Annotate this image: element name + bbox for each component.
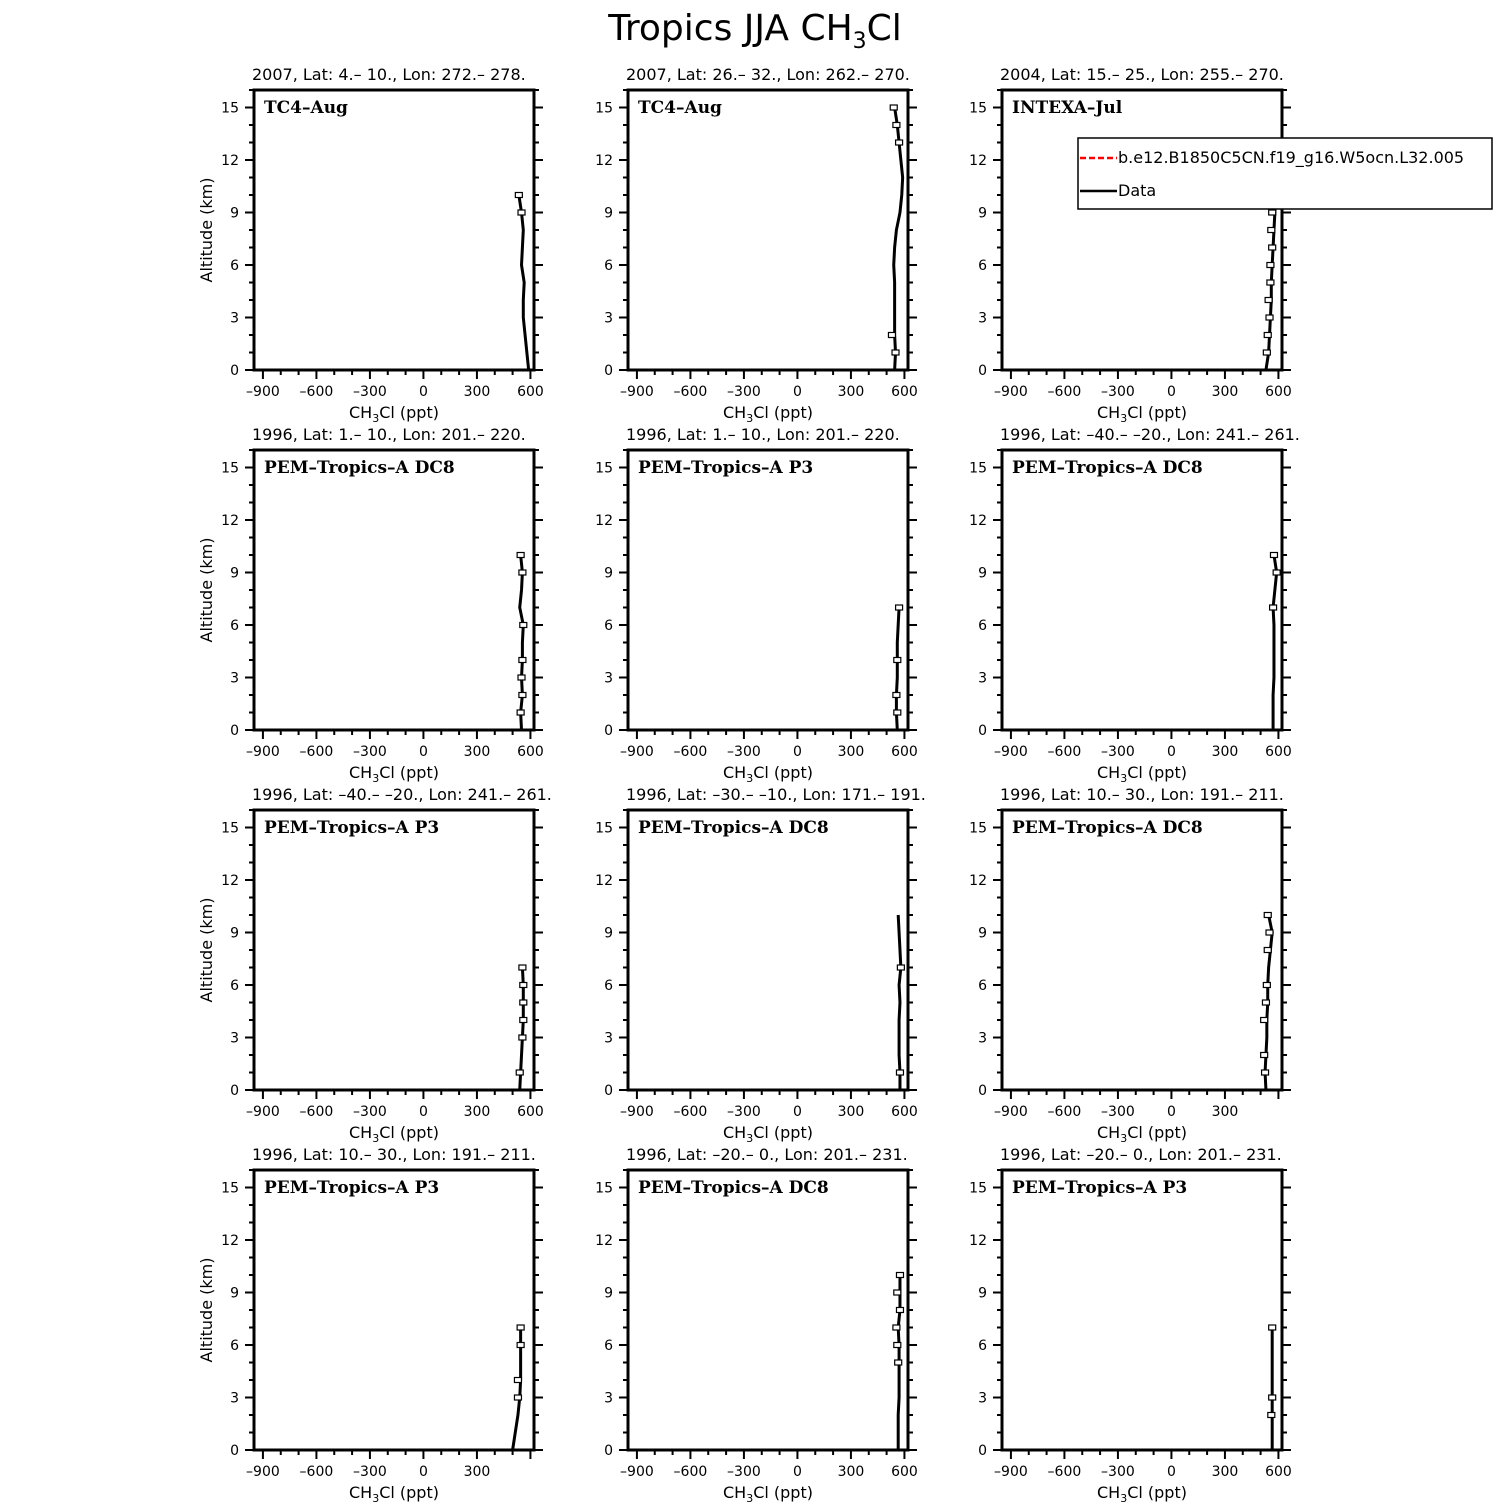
campaign-label: INTEXA–Jul bbox=[1012, 98, 1123, 118]
y-tick-label: 6 bbox=[978, 258, 987, 274]
x-tick-label: –300 bbox=[353, 384, 387, 400]
y-tick-label: 3 bbox=[230, 670, 239, 687]
subplot-title: 2004, Lat: 15.– 25., Lon: 255.– 270. bbox=[1000, 65, 1284, 84]
y-tick-label: 15 bbox=[595, 460, 613, 477]
campaign-label: PEM–Tropics–A DC8 bbox=[264, 458, 455, 478]
y-tick-label: 0 bbox=[978, 363, 987, 379]
data-marker bbox=[517, 1325, 524, 1330]
data-marker bbox=[892, 350, 899, 355]
subplot-title: 1996, Lat: 10.– 30., Lon: 191.– 211. bbox=[1000, 785, 1284, 804]
data-marker bbox=[1264, 333, 1271, 338]
legend-label-data: Data bbox=[1118, 181, 1157, 200]
x-axis-label: CH3Cl (ppt) bbox=[723, 1483, 813, 1505]
y-tick-label: 15 bbox=[969, 460, 987, 477]
x-tick-label: –300 bbox=[1101, 744, 1135, 760]
x-tick-label: 0 bbox=[1166, 384, 1176, 400]
campaign-label: PEM–Tropics–A DC8 bbox=[638, 1178, 829, 1198]
data-marker bbox=[1266, 315, 1273, 320]
subplot-4 bbox=[197, 425, 544, 785]
plot-frame bbox=[1002, 90, 1282, 370]
data-marker bbox=[893, 693, 900, 698]
x-tick-label: –600 bbox=[1047, 1464, 1082, 1480]
y-tick-label: 12 bbox=[595, 153, 613, 169]
data-marker bbox=[896, 140, 903, 145]
x-tick-label: –300 bbox=[353, 744, 387, 760]
data-marker bbox=[893, 1325, 900, 1330]
data-series-line bbox=[1273, 555, 1277, 730]
plot-frame bbox=[628, 90, 908, 370]
y-tick-label: 15 bbox=[969, 1180, 987, 1197]
data-marker bbox=[1261, 1053, 1268, 1058]
y-tick-label: 15 bbox=[969, 100, 987, 117]
y-tick-label: 9 bbox=[978, 925, 987, 942]
x-axis-label: CH3Cl (ppt) bbox=[1097, 1483, 1187, 1505]
subplot-7 bbox=[197, 785, 552, 1145]
campaign-label: TC4–Aug bbox=[264, 98, 348, 118]
y-tick-label: 12 bbox=[969, 873, 987, 889]
y-tick-label: 12 bbox=[595, 513, 613, 529]
subplot-title: 1996, Lat: 1.– 10., Lon: 201.– 220. bbox=[252, 425, 526, 444]
x-tick-label: 0 bbox=[1166, 1104, 1176, 1120]
y-tick-label: 9 bbox=[604, 565, 613, 582]
x-axis-label: CH3Cl (ppt) bbox=[349, 1123, 439, 1145]
data-marker bbox=[1262, 1070, 1269, 1075]
subplot-5 bbox=[595, 425, 918, 785]
data-series-line bbox=[894, 108, 903, 371]
data-marker bbox=[517, 553, 524, 558]
x-tick-label: –900 bbox=[246, 1464, 280, 1480]
y-tick-label: 6 bbox=[604, 618, 613, 634]
y-tick-label: 3 bbox=[604, 1030, 613, 1047]
subplot-8 bbox=[595, 785, 926, 1145]
x-tick-label: –600 bbox=[299, 744, 334, 760]
x-tick-label: –600 bbox=[673, 384, 708, 400]
data-marker bbox=[888, 333, 895, 338]
legend bbox=[1078, 138, 1492, 209]
x-tick-label: –300 bbox=[353, 1104, 387, 1120]
campaign-label: PEM–Tropics–A P3 bbox=[264, 1178, 440, 1198]
x-tick-label: 600 bbox=[891, 384, 918, 400]
y-tick-label: 0 bbox=[604, 1443, 613, 1459]
data-marker bbox=[1267, 280, 1274, 285]
x-tick-label: –600 bbox=[1047, 744, 1082, 760]
y-tick-label: 0 bbox=[230, 363, 239, 379]
data-marker bbox=[1269, 1395, 1276, 1400]
data-marker bbox=[514, 1378, 521, 1383]
x-tick-label: –900 bbox=[620, 384, 654, 400]
y-tick-label: 9 bbox=[230, 205, 239, 222]
y-tick-label: 15 bbox=[221, 820, 239, 837]
data-marker bbox=[518, 675, 525, 680]
x-tick-label: 300 bbox=[837, 744, 865, 760]
y-tick-label: 12 bbox=[221, 1233, 239, 1249]
x-tick-label: 0 bbox=[418, 384, 428, 400]
data-marker bbox=[516, 1070, 523, 1075]
data-marker bbox=[517, 1343, 524, 1348]
subplot-title: 2007, Lat: 4.– 10., Lon: 272.– 278. bbox=[252, 65, 526, 84]
x-tick-label: –600 bbox=[299, 1464, 334, 1480]
y-tick-label: 15 bbox=[221, 460, 239, 477]
x-tick-label: 600 bbox=[517, 1104, 544, 1120]
y-tick-label: 0 bbox=[604, 363, 613, 379]
x-tick-label: –300 bbox=[727, 384, 761, 400]
x-axis-label: CH3Cl (ppt) bbox=[349, 1483, 439, 1505]
y-tick-label: 3 bbox=[978, 670, 987, 687]
y-tick-label: 9 bbox=[604, 205, 613, 222]
x-tick-label: –300 bbox=[353, 1464, 387, 1480]
x-tick-label: –900 bbox=[994, 744, 1028, 760]
data-marker bbox=[519, 1035, 526, 1040]
x-tick-label: 300 bbox=[463, 1104, 491, 1120]
x-tick-label: 0 bbox=[418, 744, 428, 760]
y-tick-label: 3 bbox=[230, 1030, 239, 1047]
x-axis-label: CH3Cl (ppt) bbox=[349, 403, 439, 425]
subplot-title: 1996, Lat: 1.– 10., Lon: 201.– 220. bbox=[626, 425, 900, 444]
data-marker bbox=[894, 710, 901, 715]
x-tick-label: 600 bbox=[891, 744, 918, 760]
y-tick-label: 3 bbox=[978, 310, 987, 327]
y-tick-label: 15 bbox=[221, 100, 239, 117]
data-marker bbox=[894, 1343, 901, 1348]
y-tick-label: 12 bbox=[969, 1233, 987, 1249]
data-marker bbox=[1264, 913, 1271, 918]
subplot-11 bbox=[595, 1145, 918, 1505]
plot-frame bbox=[254, 90, 534, 370]
x-tick-label: 600 bbox=[517, 744, 544, 760]
x-tick-label: –900 bbox=[994, 1104, 1028, 1120]
y-tick-label: 12 bbox=[221, 873, 239, 889]
data-marker bbox=[1266, 930, 1273, 935]
y-tick-label: 3 bbox=[230, 310, 239, 327]
x-tick-label: 0 bbox=[1166, 744, 1176, 760]
x-tick-label: 300 bbox=[463, 744, 491, 760]
x-tick-label: 600 bbox=[891, 1464, 918, 1480]
x-tick-label: –300 bbox=[727, 1464, 761, 1480]
y-tick-label: 0 bbox=[230, 1443, 239, 1459]
data-marker bbox=[1261, 1018, 1268, 1023]
data-marker bbox=[1263, 350, 1270, 355]
y-tick-label: 12 bbox=[969, 513, 987, 529]
x-tick-label: –900 bbox=[620, 744, 654, 760]
subplot-title: 1996, Lat: 10.– 30., Lon: 191.– 211. bbox=[252, 1145, 536, 1164]
x-axis-label: CH3Cl (ppt) bbox=[723, 763, 813, 785]
y-tick-label: 6 bbox=[230, 618, 239, 634]
y-tick-label: 6 bbox=[978, 978, 987, 994]
y-tick-label: 12 bbox=[595, 873, 613, 889]
x-tick-label: 0 bbox=[418, 1464, 428, 1480]
y-tick-label: 3 bbox=[604, 670, 613, 687]
x-axis-label: CH3Cl (ppt) bbox=[723, 403, 813, 425]
data-marker bbox=[1269, 210, 1276, 215]
data-marker bbox=[1265, 298, 1272, 303]
campaign-label: TC4–Aug bbox=[638, 98, 722, 118]
y-tick-label: 6 bbox=[230, 1338, 239, 1354]
y-tick-label: 6 bbox=[604, 978, 613, 994]
data-marker bbox=[1273, 570, 1280, 575]
x-axis-label: CH3Cl (ppt) bbox=[1097, 403, 1187, 425]
x-axis-label: CH3Cl (ppt) bbox=[723, 1123, 813, 1145]
data-marker bbox=[519, 693, 526, 698]
data-marker bbox=[1264, 948, 1271, 953]
campaign-label: PEM–Tropics–A P3 bbox=[638, 458, 814, 478]
x-tick-label: –900 bbox=[246, 744, 280, 760]
data-marker bbox=[1270, 605, 1277, 610]
y-tick-label: 0 bbox=[230, 1083, 239, 1099]
y-axis-label: Altitude (km) bbox=[197, 537, 216, 643]
data-marker bbox=[518, 210, 525, 215]
data-marker bbox=[1267, 263, 1274, 268]
y-tick-label: 9 bbox=[978, 1285, 987, 1302]
y-tick-label: 6 bbox=[604, 258, 613, 274]
data-marker bbox=[894, 658, 901, 663]
y-axis-label: Altitude (km) bbox=[197, 1257, 216, 1363]
y-tick-label: 15 bbox=[595, 1180, 613, 1197]
data-marker bbox=[520, 1000, 527, 1005]
x-tick-label: 300 bbox=[1211, 384, 1239, 400]
x-tick-label: –300 bbox=[727, 744, 761, 760]
data-marker bbox=[896, 1308, 903, 1313]
subplot-12 bbox=[969, 1145, 1292, 1505]
x-tick-label: –900 bbox=[620, 1104, 654, 1120]
x-tick-label: –600 bbox=[1047, 384, 1082, 400]
data-marker bbox=[515, 193, 522, 198]
data-marker bbox=[514, 1395, 521, 1400]
x-tick-label: 300 bbox=[463, 1464, 491, 1480]
x-tick-label: 300 bbox=[463, 384, 491, 400]
y-tick-label: 3 bbox=[978, 1030, 987, 1047]
y-tick-label: 0 bbox=[978, 1443, 987, 1459]
legend-label-model: b.e12.B1850C5CN.f19_g16.W5ocn.L32.005 bbox=[1118, 148, 1465, 167]
x-tick-label: 300 bbox=[837, 1464, 865, 1480]
y-tick-label: 12 bbox=[969, 153, 987, 169]
data-marker bbox=[519, 570, 526, 575]
y-tick-label: 9 bbox=[978, 205, 987, 222]
x-axis-label: CH3Cl (ppt) bbox=[1097, 1123, 1187, 1145]
figure-title: Tropics JJA $CH_3Cl$ bbox=[608, 8, 902, 55]
y-tick-label: 9 bbox=[230, 925, 239, 942]
y-tick-label: 6 bbox=[978, 618, 987, 634]
campaign-label: PEM–Tropics–A DC8 bbox=[1012, 818, 1203, 838]
data-marker bbox=[517, 710, 524, 715]
data-series-line bbox=[520, 555, 524, 730]
x-tick-label: –600 bbox=[673, 744, 708, 760]
y-tick-label: 9 bbox=[604, 1285, 613, 1302]
y-tick-label: 0 bbox=[230, 723, 239, 739]
x-tick-label: –600 bbox=[299, 384, 334, 400]
plot-frame bbox=[254, 810, 534, 1090]
data-marker bbox=[890, 105, 897, 110]
subplot-title: 1996, Lat: –40.– –20., Lon: 241.– 261. bbox=[252, 785, 552, 804]
x-tick-label: –300 bbox=[1101, 1104, 1135, 1120]
x-tick-label: 0 bbox=[792, 1104, 802, 1120]
x-tick-label: 300 bbox=[1211, 1104, 1239, 1120]
x-tick-label: –900 bbox=[994, 1464, 1028, 1480]
plot-frame bbox=[254, 450, 534, 730]
y-tick-label: 15 bbox=[595, 820, 613, 837]
data-series-line bbox=[898, 915, 901, 1090]
x-tick-label: –600 bbox=[673, 1464, 708, 1480]
plot-frame bbox=[1002, 810, 1282, 1090]
data-marker bbox=[893, 123, 900, 128]
campaign-label: PEM–Tropics–A DC8 bbox=[1012, 458, 1203, 478]
x-tick-label: 600 bbox=[1265, 384, 1292, 400]
data-series-line bbox=[519, 195, 529, 370]
y-tick-label: 6 bbox=[230, 978, 239, 994]
data-marker bbox=[519, 658, 526, 663]
x-tick-label: –600 bbox=[299, 1104, 334, 1120]
plot-frame bbox=[628, 1170, 908, 1450]
subplot-3 bbox=[969, 65, 1292, 425]
x-tick-label: 300 bbox=[837, 1104, 865, 1120]
data-marker bbox=[897, 965, 904, 970]
y-tick-label: 0 bbox=[978, 723, 987, 739]
data-marker bbox=[1263, 983, 1270, 988]
y-axis-label: Altitude (km) bbox=[197, 177, 216, 283]
y-tick-label: 3 bbox=[604, 1390, 613, 1407]
y-tick-label: 6 bbox=[978, 1338, 987, 1354]
data-marker bbox=[896, 1273, 903, 1278]
x-tick-label: 0 bbox=[418, 1104, 428, 1120]
x-tick-label: 600 bbox=[517, 384, 544, 400]
subplot-10 bbox=[197, 1145, 543, 1505]
data-marker bbox=[520, 983, 527, 988]
data-marker bbox=[1268, 1413, 1275, 1418]
data-marker bbox=[519, 965, 526, 970]
data-marker bbox=[520, 623, 527, 628]
y-tick-label: 9 bbox=[230, 1285, 239, 1302]
data-marker bbox=[894, 1290, 901, 1295]
y-tick-label: 12 bbox=[221, 513, 239, 529]
x-axis-label: CH3Cl (ppt) bbox=[349, 763, 439, 785]
y-tick-label: 6 bbox=[230, 258, 239, 274]
data-marker bbox=[1262, 1000, 1269, 1005]
y-tick-label: 15 bbox=[221, 1180, 239, 1197]
data-marker bbox=[896, 605, 903, 610]
campaign-label: PEM–Tropics–A P3 bbox=[264, 818, 440, 838]
y-tick-label: 3 bbox=[978, 1390, 987, 1407]
data-marker bbox=[1269, 245, 1276, 250]
x-tick-label: –300 bbox=[727, 1104, 761, 1120]
subplot-title: 1996, Lat: –20.– 0., Lon: 201.– 231. bbox=[626, 1145, 908, 1164]
y-tick-label: 12 bbox=[595, 1233, 613, 1249]
x-axis-label: CH3Cl (ppt) bbox=[1097, 763, 1187, 785]
plot-frame bbox=[254, 1170, 534, 1450]
data-marker bbox=[1270, 553, 1277, 558]
x-tick-label: 300 bbox=[1211, 744, 1239, 760]
x-tick-label: –300 bbox=[1101, 1464, 1135, 1480]
y-tick-label: 0 bbox=[604, 1083, 613, 1099]
y-tick-label: 15 bbox=[595, 100, 613, 117]
x-tick-label: –300 bbox=[1101, 384, 1135, 400]
data-marker bbox=[896, 1070, 903, 1075]
subplot-2 bbox=[595, 65, 918, 425]
data-marker bbox=[1268, 228, 1275, 233]
subplot-1 bbox=[197, 65, 544, 425]
x-tick-label: –600 bbox=[1047, 1104, 1082, 1120]
y-tick-label: 9 bbox=[230, 565, 239, 582]
x-tick-label: 0 bbox=[792, 744, 802, 760]
y-tick-label: 15 bbox=[969, 820, 987, 837]
x-tick-label: 0 bbox=[792, 1464, 802, 1480]
campaign-label: PEM–Tropics–A DC8 bbox=[638, 818, 829, 838]
x-tick-label: 0 bbox=[792, 384, 802, 400]
x-tick-label: 300 bbox=[1211, 1464, 1239, 1480]
subplot-title: 1996, Lat: –40.– –20., Lon: 241.– 261. bbox=[1000, 425, 1300, 444]
subplot-title: 1996, Lat: –30.– –10., Lon: 171.– 191. bbox=[626, 785, 926, 804]
y-axis-label: Altitude (km) bbox=[197, 897, 216, 1003]
x-tick-label: 600 bbox=[891, 1104, 918, 1120]
plot-frame bbox=[1002, 450, 1282, 730]
data-marker bbox=[1269, 1325, 1276, 1330]
y-tick-label: 6 bbox=[604, 1338, 613, 1354]
x-tick-label: –600 bbox=[673, 1104, 708, 1120]
x-tick-label: 600 bbox=[1265, 744, 1292, 760]
x-tick-label: 600 bbox=[1265, 1464, 1292, 1480]
y-tick-label: 9 bbox=[978, 565, 987, 582]
x-tick-label: –900 bbox=[246, 384, 280, 400]
plot-frame bbox=[1002, 1170, 1282, 1450]
plot-frame bbox=[628, 810, 908, 1090]
y-tick-label: 0 bbox=[978, 1083, 987, 1099]
campaign-label: PEM–Tropics–A P3 bbox=[1012, 1178, 1188, 1198]
subplot-title: 2007, Lat: 26.– 32., Lon: 262.– 270. bbox=[626, 65, 910, 84]
y-tick-label: 3 bbox=[604, 310, 613, 327]
x-tick-label: –900 bbox=[246, 1104, 280, 1120]
subplot-6 bbox=[969, 425, 1300, 785]
x-tick-label: 0 bbox=[1166, 1464, 1176, 1480]
data-marker bbox=[520, 1018, 527, 1023]
plot-frame bbox=[628, 450, 908, 730]
subplot-title: 1996, Lat: –20.– 0., Lon: 201.– 231. bbox=[1000, 1145, 1282, 1164]
y-tick-label: 9 bbox=[604, 925, 613, 942]
subplot-9 bbox=[969, 785, 1291, 1145]
data-marker bbox=[895, 1360, 902, 1365]
x-tick-label: –900 bbox=[620, 1464, 654, 1480]
y-tick-label: 0 bbox=[604, 723, 613, 739]
x-tick-label: –900 bbox=[994, 384, 1028, 400]
y-tick-label: 12 bbox=[221, 153, 239, 169]
x-tick-label: 300 bbox=[837, 384, 865, 400]
y-tick-label: 3 bbox=[230, 1390, 239, 1407]
